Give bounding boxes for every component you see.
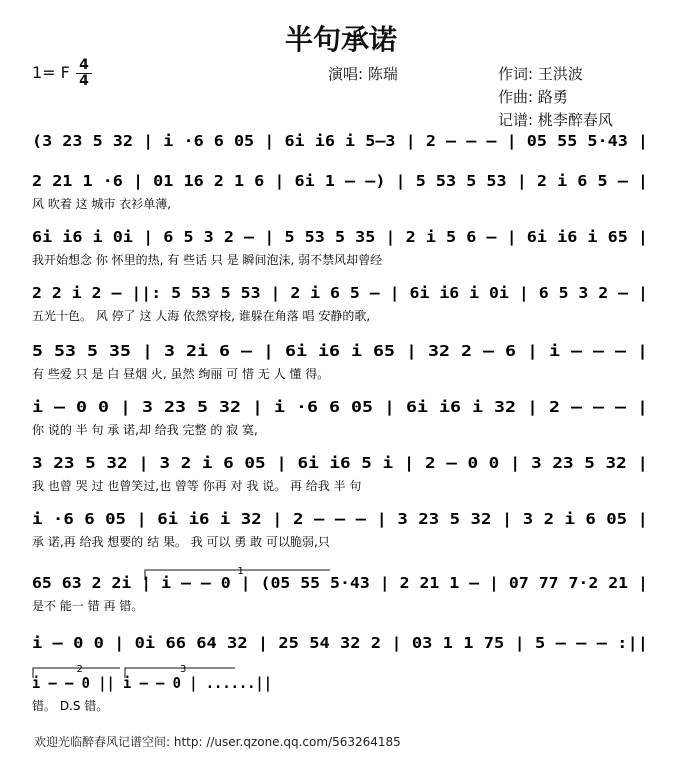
lyric-line-9: 是不 能一 错 再 错。 [32, 599, 144, 613]
notation-line-2: 2 21 1 ·6 | 01 16 2 1 6 | 6i 1 — —) | 5 53 5 53 | 2 i 6 5 — | [32, 172, 583, 190]
notation-line-10: i — 0 0 | 0i 66 64 32 | 25 54 32 2 | 03 1 1 75 | 5 — — — :|| [32, 634, 574, 652]
footer-text: 欢迎光临醉春风记谱空间: http: //user.qzone.qq.com/563264185 [34, 735, 401, 749]
notation-line-9: 65 63 2 2i | i — — 0 | (05 55 5·43 | 2 21 1 — | 07 77 7·2 21 | [32, 574, 592, 592]
lyric-line-3: 我开始想念 你 怀里的热, 有 些话 只 是 瞬间泡沫, 弱不禁风却曾经 [32, 253, 383, 267]
volta-number-1: 1 [237, 566, 244, 577]
time-signature-top: 4 [79, 57, 89, 73]
notation-line-4: 2 2 i 2 — ||: 5 53 5 53 | 2 i 6 5 — | 6i i6 i 0i | 6 5 3 2 — | [32, 284, 592, 302]
transcriber-credit: 记谱: 桃李醉春风 [498, 111, 613, 129]
notation-line-8: i ·6 6 05 | 6i i6 i 32 | 2 — — — | 3 23 5 32 | 3 2 i 6 05 | [32, 510, 565, 528]
lyric-line-5: 有 些爱 只 是 白 昼烟 火, 虽然 绚丽 可 惜 无 人 懂 得。 [32, 367, 330, 381]
lyric-line-6: 你 说的 半 句 承 诺,却 给我 完整 的 寂 寞, [32, 423, 258, 437]
notation-line-5: 5 53 5 35 | 3 2i 6 — | 6i i6 i 65 | 32 2 — 6 | i — — — | [32, 342, 538, 360]
singer-credit: 演唱: 陈瑞 [328, 65, 398, 83]
notation-line-3: 6i i6 i 0i | 6 5 3 2 — | 5 53 5 35 | 2 i 5 6 — | 6i i6 i 65 | [32, 228, 583, 246]
volta-number-2: 2 [76, 664, 83, 675]
time-signature-bottom: 4 [76, 73, 92, 89]
lyric-line-11: 错。 D.S 错。 [32, 699, 109, 713]
lyric-line-7: 我 也曾 哭 过 也曾笑过,也 曾等 你再 对 我 说。 再 给我 半 句 [32, 479, 362, 493]
lyricist-credit: 作词: 王洪波 [498, 65, 583, 83]
notation-line-1: (3 23 5 32 | i ·6 6 05 | 6i i6 i 5—3 | 2 — — — | 05 55 5·43 | [32, 132, 583, 150]
lyric-line-4: 五光十色。 风 停了 这 人海 依然穿梭, 谁躲在角落 唱 安静的歌, [32, 309, 371, 323]
notation-line-7: 3 23 5 32 | 3 2 i 6 05 | 6i i6 5 i | 2 — 0 0 | 3 23 5 32 | [32, 454, 556, 472]
composer-credit: 作曲: 路勇 [498, 88, 568, 106]
lyric-line-8: 承 诺,再 给我 想要的 结 果。 我 可以 勇 敢 可以脆弱,只 [32, 535, 330, 549]
notation-line-6: i — 0 0 | 3 23 5 32 | i ·6 6 05 | 6i i6 i 32 | 2 — — — | [32, 398, 538, 416]
key-signature: 1= F [32, 63, 70, 82]
notation-line-11: i — — 0 || i — — 0 | ......|| [32, 674, 294, 692]
song-title: 半句承诺 [284, 23, 397, 56]
volta-number-3: 3 [180, 664, 187, 675]
lyric-line-2: 风 吹着 这 城市 衣衫单薄, [32, 197, 172, 211]
